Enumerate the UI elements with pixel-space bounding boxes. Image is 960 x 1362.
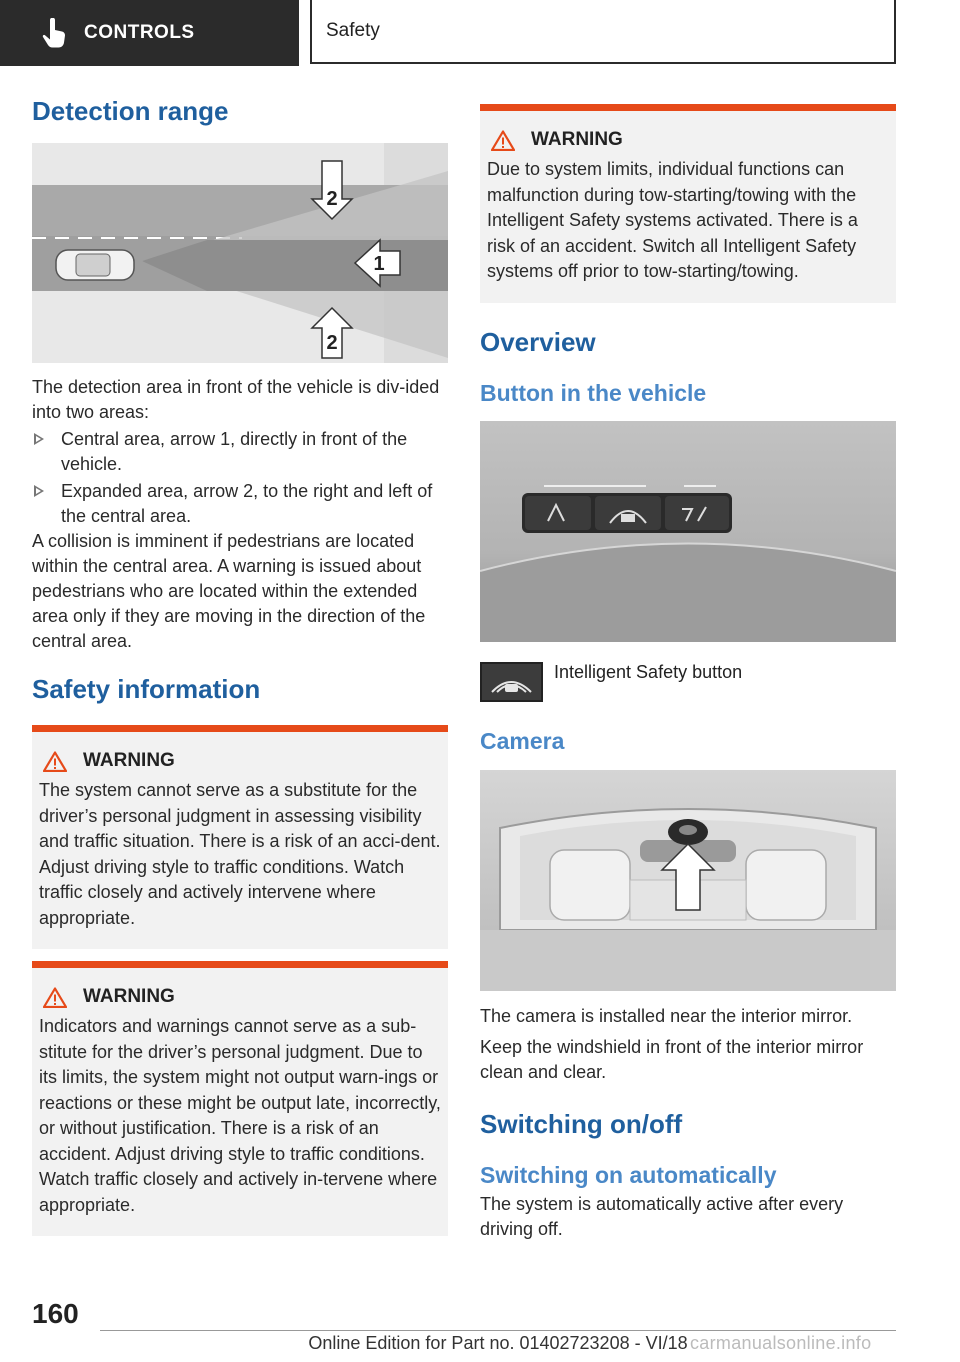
warning-box <box>32 961 448 1236</box>
warning-triangle-icon <box>43 987 67 1008</box>
right-column <box>480 96 896 1242</box>
collision-text: A collision is imminent if pedestrians are located within the central area. A warning is issued about pedestrians who are located within the extended area only if they are moving in the direction of the central area. <box>32 531 426 652</box>
edition-text: Online Edition for Part no. 01402723208 - VI/18 <box>308 1333 688 1353</box>
switching-on-automatically-heading: Switching on automatically <box>480 1162 777 1189</box>
auto-text: The system is automatically active after every driving off. <box>480 1193 844 1239</box>
warning-text: Due to system limits, individual functions can malfunction during tow-starting/towing with the Intelligent Safety systems activated. There is a risk of an accident. Switch all Intelligent Safety systems off prior to tow-starting/towing. <box>487 159 858 281</box>
bullet-triangle-icon <box>34 433 44 445</box>
warning-text: The system cannot serve as a substitute for the driver’s personal judgment in assessing visibility and traffic situation. There is a risk of an acci‐dent. Adjust driving style to traffic conditions. Watch traffic closely and actively intervene where appropriate. <box>39 780 441 928</box>
bullet-triangle-icon <box>34 485 44 497</box>
warning-triangle-icon <box>43 751 67 772</box>
camera-photo <box>480 770 896 991</box>
overview-heading: Overview <box>480 326 596 357</box>
figure-label-2-bottom: 2 <box>326 332 338 355</box>
warning-title: WARNING <box>83 750 175 772</box>
figure-label-2-top: 2 <box>326 188 338 211</box>
footer-divider <box>100 1330 896 1331</box>
button-in-vehicle-heading: Button in the vehicle <box>480 379 707 406</box>
switching-heading: Switching on/off <box>480 1108 683 1139</box>
safety-information-heading: Safety information <box>32 674 261 705</box>
chapter-tab <box>0 0 299 66</box>
warning-box <box>480 104 896 303</box>
warning-box <box>32 725 448 949</box>
watermark: carmanualsonline.info <box>690 1333 872 1353</box>
list-item: Central area, arrow 1, directly in front of the vehicle. <box>32 427 448 477</box>
detection-range-figure <box>32 143 448 363</box>
detection-intro: The detection area in front of the vehicle is div‐ided into two areas: <box>32 377 440 423</box>
button-photo <box>480 421 896 642</box>
detection-range-heading: Detection range <box>32 96 229 126</box>
camera-heading: Camera <box>480 728 565 755</box>
button-caption-row <box>480 662 896 702</box>
page-number: 160 <box>32 1298 79 1329</box>
section-title: Safety <box>310 0 896 64</box>
list-item: Expanded area, arrow 2, to the right and left of the central area. <box>32 479 448 529</box>
hand-pointer-icon <box>36 15 72 51</box>
warning-triangle-icon <box>491 130 515 151</box>
warning-title: WARNING <box>531 129 623 150</box>
warning-text: Indicators and warnings cannot serve as a sub‐stitute for the driver’s personal judgment. Due to its limits, the system might not output warn‐ings or reactions or these might be output late, incorrectly, or without justification. There is a risk of an accident. Adjust driving style to traffic conditions. Watch traffic closely and actively in‐tervene where appropriate. <box>39 1016 441 1215</box>
left-column <box>32 96 448 1236</box>
button-caption: Intelligent Safety button <box>554 662 743 683</box>
detection-bullets <box>32 427 448 529</box>
camera-text-2: Keep the windshield in front of the interior mirror clean and clear. <box>480 1036 864 1082</box>
figure-label-1: 1 <box>373 253 385 276</box>
intelligent-safety-button-icon <box>480 662 543 702</box>
camera-text-1: The camera is installed near the interior mirror. <box>480 1005 853 1026</box>
chapter-label: CONTROLS <box>84 22 195 43</box>
warning-title: WARNING <box>83 986 175 1008</box>
